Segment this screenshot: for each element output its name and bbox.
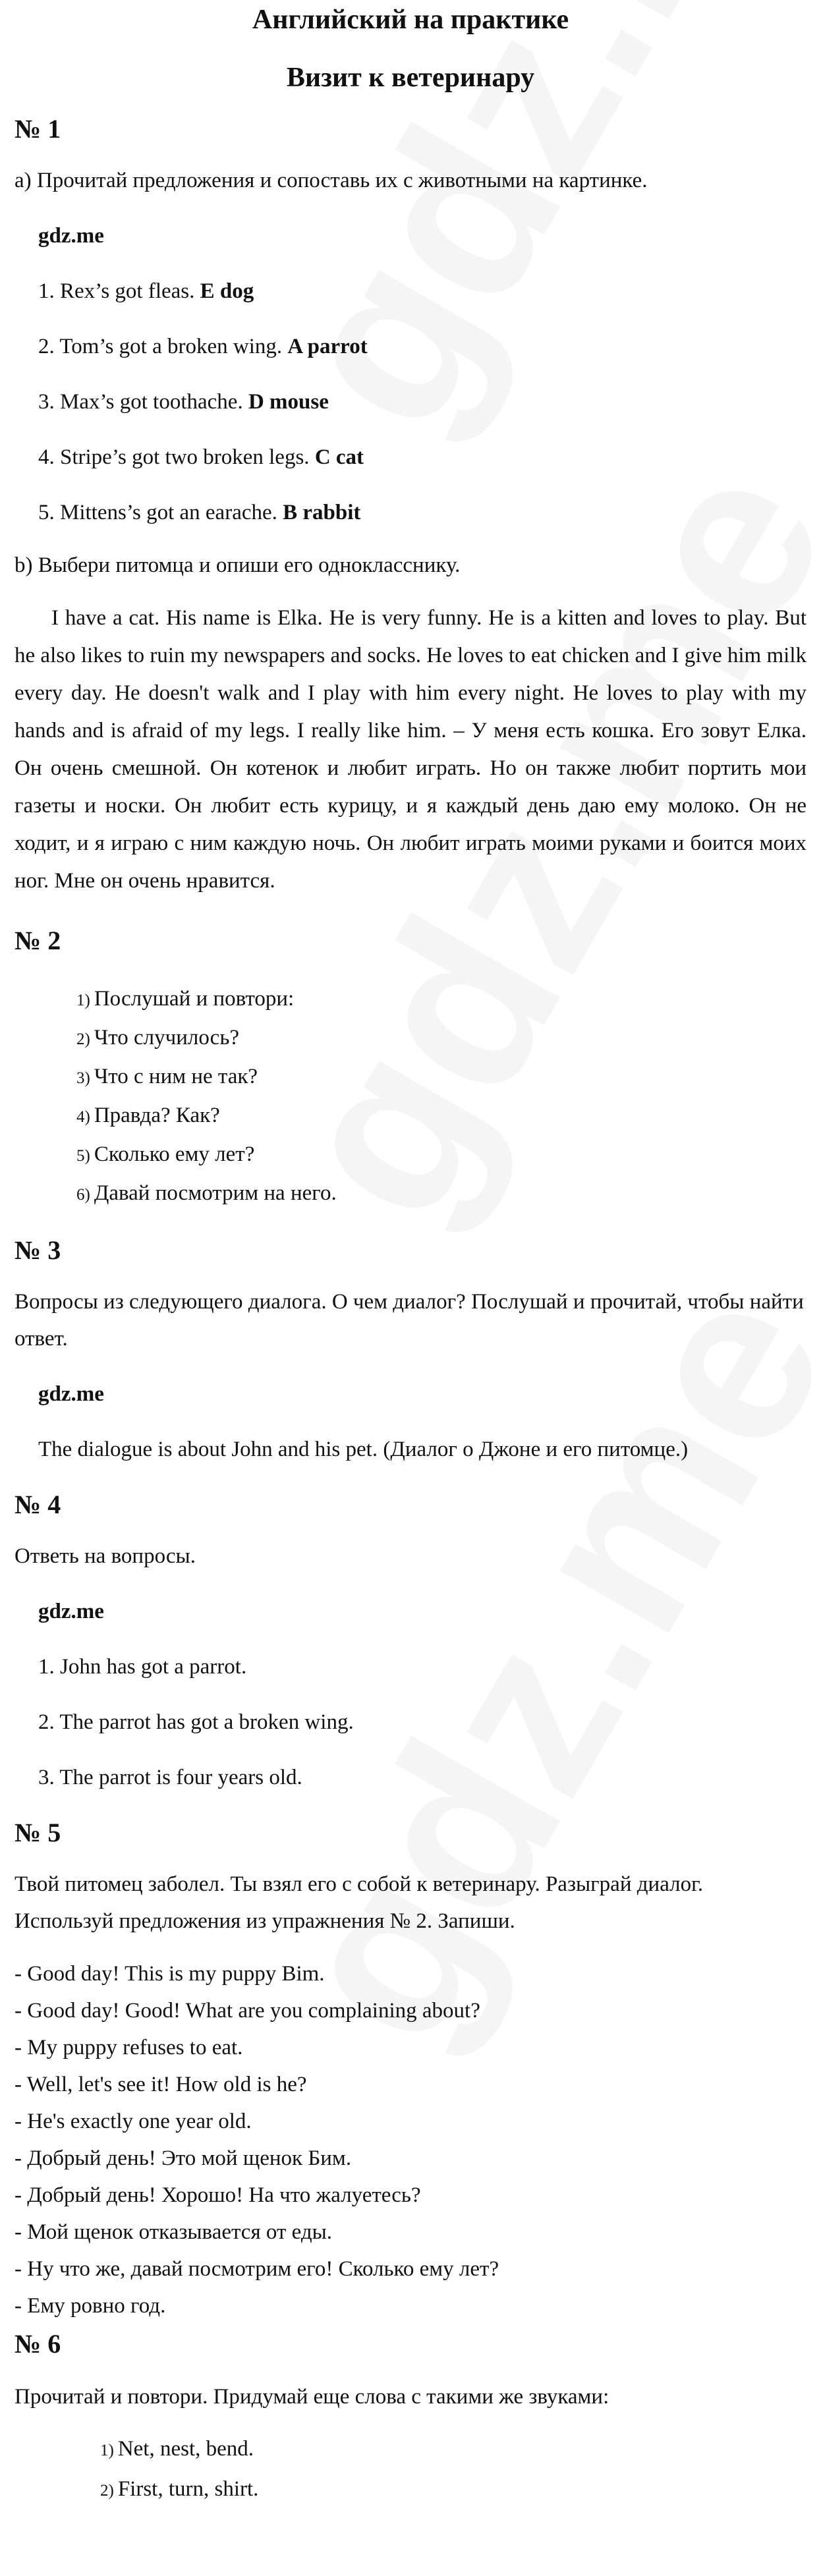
dialogue-line: - He's exactly one year old. <box>14 2110 252 2133</box>
list-item <box>14 1058 807 1097</box>
list-number: 1) <box>100 2442 114 2459</box>
exercise-3-answer: The dialogue is about John and his pet. (Диалог о Джоне и его питомце.) <box>38 1438 689 1461</box>
list-number: 4) <box>76 1108 90 1126</box>
exercise-5-dialogue <box>14 1955 807 2324</box>
dialogue-line: - Ну что же, давай посмотрим его! Сколько ему лет? <box>14 2257 499 2281</box>
list-number: 2) <box>100 2482 114 2500</box>
answer-bold: B rabbit <box>283 501 361 524</box>
dialogue-line: - Ему ровно год. <box>14 2294 166 2318</box>
answer-line <box>14 273 807 310</box>
dialogue-line: - Good day! Good! What are you complaining about? <box>14 1999 480 2023</box>
exercise-2-list <box>14 980 807 1214</box>
exercise-1-text: I have a cat. His name is Elka. He is very funny. He is a kitten and loves to play. But he also likes to ruin my newspapers and socks. He loves to eat chicken and I give him milk every day. He doesn't walk and I play with him every night. He loves to play with my hands and is afraid of my legs. I really like him. – У меня есть кошка. Его зовут Елка. Он очень смешной. Он котенок и любит играть. Но он также любит портить мои газеты и носки. Он любит есть курицу, и я каждый день даю ему молоко. Он не ходит, и я играю с ним каждую ночь. Он любит играть моими руками и боится моих ног. Мне он очень нравится. <box>14 606 807 893</box>
list-item <box>14 1097 807 1136</box>
answer-bold: C cat <box>314 445 364 469</box>
list-item <box>14 1136 807 1175</box>
list-item <box>14 1175 807 1214</box>
page-subtitle: Визит к ветеринару <box>286 63 535 93</box>
exercise-6-list <box>14 2430 807 2510</box>
list-number: 1) <box>76 992 90 1009</box>
exercise-6-task: Прочитай и повтори. Придумай еще слова с такими же звуками: <box>14 2385 609 2409</box>
exercise-5-task: Твой питомец заболел. Ты взял его с собой к ветеринару. Разыграй диалог. Используй предложения из упражнения № 2. Запиши. <box>14 1872 704 1933</box>
dialogue-line: - Добрый день! Это мой щенок Бим. <box>14 2146 352 2170</box>
answer-line: 2. The parrot has got a broken wing. <box>38 1710 354 1734</box>
answer-line <box>14 328 807 365</box>
dialogue-line: - Well, let's see it! How old is he? <box>14 2073 307 2096</box>
answer-bold: E dog <box>200 279 254 303</box>
list-text: Сколько ему лет? <box>94 1142 255 1166</box>
answer-line: 1. John has got a parrot. <box>38 1655 247 1679</box>
dialogue-line: - My puppy refuses to eat. <box>14 2036 243 2059</box>
answer-line <box>14 494 807 531</box>
dialogue-line: - Добрый день! Хорошо! На что жалуетесь? <box>14 2183 421 2207</box>
list-text: Что с ним не так? <box>94 1065 258 1088</box>
list-item <box>14 1019 807 1058</box>
answer-text: 5. Mittens’s got an earache. <box>38 501 283 524</box>
exercise-1-task-a: а) Прочитай предложения и сопоставь их с животными на картинке. <box>14 169 648 192</box>
brand-label: gdz.me <box>38 224 104 248</box>
page-title: Английский на практике <box>252 5 569 35</box>
exercise-3-task: Вопросы из следующего диалога. О чем диалог? Послушай и прочитай, чтобы найти ответ. <box>14 1290 804 1351</box>
dialogue-line: - Мой щенок отказывается от еды. <box>14 2220 333 2244</box>
answer-text: 2. Tom’s got a broken wing. <box>38 335 288 358</box>
list-item <box>14 980 807 1019</box>
list-text: Net, nest, bend. <box>117 2437 254 2461</box>
answer-line <box>14 383 807 420</box>
list-text: Что случилось? <box>94 1026 240 1050</box>
answer-text: 3. Max’s got toothache. <box>38 390 248 414</box>
list-text: Давай посмотрим на него. <box>94 1181 337 1205</box>
answer-text: 1. Rex’s got fleas. <box>38 279 200 303</box>
exercise-1-task-b: b) Выбери питомца и опиши его однокласснику. <box>14 553 461 577</box>
list-text: Правда? Как? <box>94 1104 220 1127</box>
brand-label: gdz.me <box>38 1600 104 1623</box>
list-text: Послушай и повтори: <box>94 987 295 1011</box>
list-item <box>14 2430 807 2470</box>
exercise-4-task: Ответь на вопросы. <box>14 1544 196 1568</box>
exercise-3-number: № 3 <box>14 1235 61 1265</box>
exercise-1-number: № 1 <box>14 114 61 144</box>
answer-bold: D mouse <box>248 390 329 414</box>
list-number: 5) <box>76 1147 90 1165</box>
list-text: First, turn, shirt. <box>117 2477 259 2501</box>
list-number: 6) <box>76 1186 90 1204</box>
answer-text: 4. Stripe’s got two broken legs. <box>38 445 315 469</box>
answer-line <box>14 439 807 476</box>
answer-line: 3. The parrot is four years old. <box>38 1766 302 1789</box>
exercise-4-number: № 4 <box>14 1490 61 1519</box>
list-number: 3) <box>76 1069 90 1087</box>
list-item <box>14 2470 807 2510</box>
exercise-6-number: № 6 <box>14 2329 61 2359</box>
exercise-2-number: № 2 <box>14 926 61 955</box>
dialogue-line: - Good day! This is my puppy Bim. <box>14 1962 325 1986</box>
brand-label: gdz.me <box>38 1382 104 1406</box>
answer-bold: A parrot <box>287 335 368 358</box>
exercise-5-number: № 5 <box>14 1818 61 1847</box>
list-number: 2) <box>76 1030 90 1048</box>
